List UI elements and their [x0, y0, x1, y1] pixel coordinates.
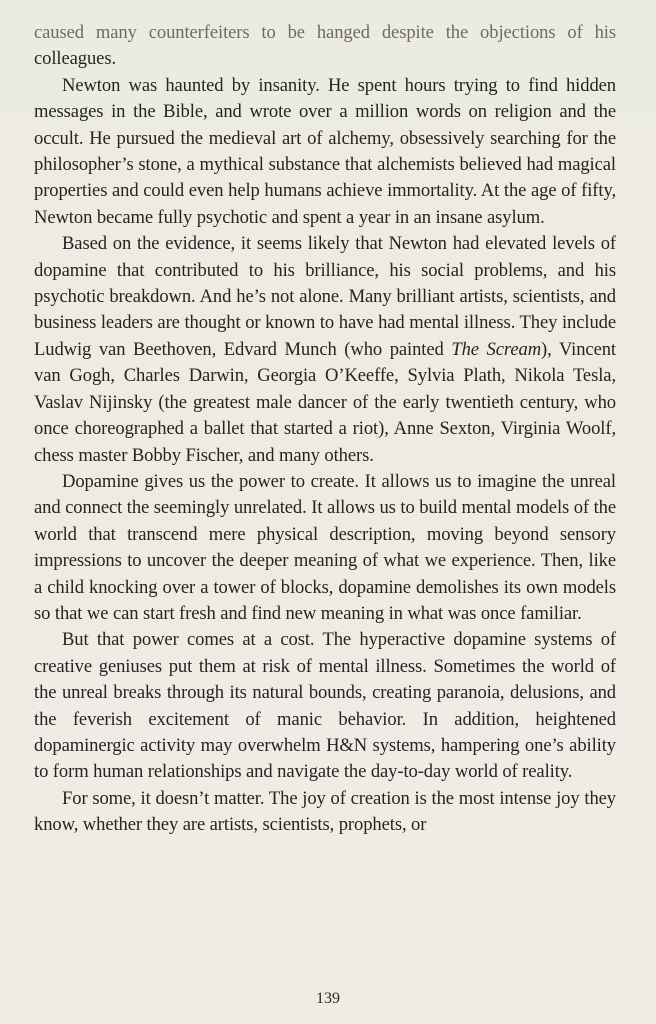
evidence-text-end: ), Vincent van Gogh, Charles Darwin, Georgia O’Keeffe, Sylvia Plath, Nikola Tesla, Vaslav Nijinsky (the greatest male dancer of the early twentieth century, who once choreographed a ballet that started a riot), Anne Sexton, Virginia Woolf, chess master Bobby Fischer, and many others.: [34, 338, 616, 466]
page-number: 139: [316, 990, 340, 1007]
paragraph-joy: For some, it doesn’t matter. The joy of creation is the most intense joy they know, whether they are artists, scientists, prophets, or: [34, 787, 616, 836]
continued-text: colleagues.: [34, 48, 117, 70]
artwork-title: The Scream: [451, 338, 542, 360]
faded-line: caused many counterfeiters to be hanged despite the objections of his: [34, 22, 616, 43]
paragraph-newton-insanity: Newton was haunted by insanity. He spent hours trying to find hidden messages in the Bible, and wrote over a million words on religion and the occult. He pursued the medieval art of alchemy, obsessively searching for the philosopher’s stone, a mythical substance that alchemists believed had magical properties and could even help humans achieve immortality. At the age of fifty, Newton became fully psychotic and spent a year in an insane asylum.: [34, 74, 616, 228]
paragraph-evidence: [34, 231, 616, 469]
paragraph-continued: [34, 20, 616, 73]
body-text: [34, 20, 616, 839]
paragraph-dopamine-power: Dopamine gives us the power to create. It allows us to imagine the unreal and connect the seemingly unrelated. It allows us to build mental models of the world that transcend mere physical description, moving beyond sensory impressions to uncover the deeper meaning of what we experience. Then, like a child knocking over a tower of blocks, dopamine demolishes its own models so that we can start fresh and find new meaning in what was once familiar.: [34, 470, 616, 624]
evidence-text-start: Based on the evidence, it seems likely that Newton had elevated levels of dopamine that contributed to his brilliance, his social problems, and his psychotic breakdown. And he’s not alone. Many brilliant artists, scientists, and business leaders are thought or known to have had mental illness. They include Ludwig van Beethoven, Edvard Munch (who painted: [34, 233, 616, 360]
paragraph-cost: But that power comes at a cost. The hyperactive dopamine systems of creative geniuses put them at risk of mental illness. Sometimes the world of the unreal breaks through its natural bounds, creating paranoia, delusions, and the feverish excitement of manic behavior. In addition, heightened dopaminergic activity may overwhelm H&N systems, hampering one’s ability to form human relationships and navigate the day-to-day world of reality.: [34, 629, 616, 783]
